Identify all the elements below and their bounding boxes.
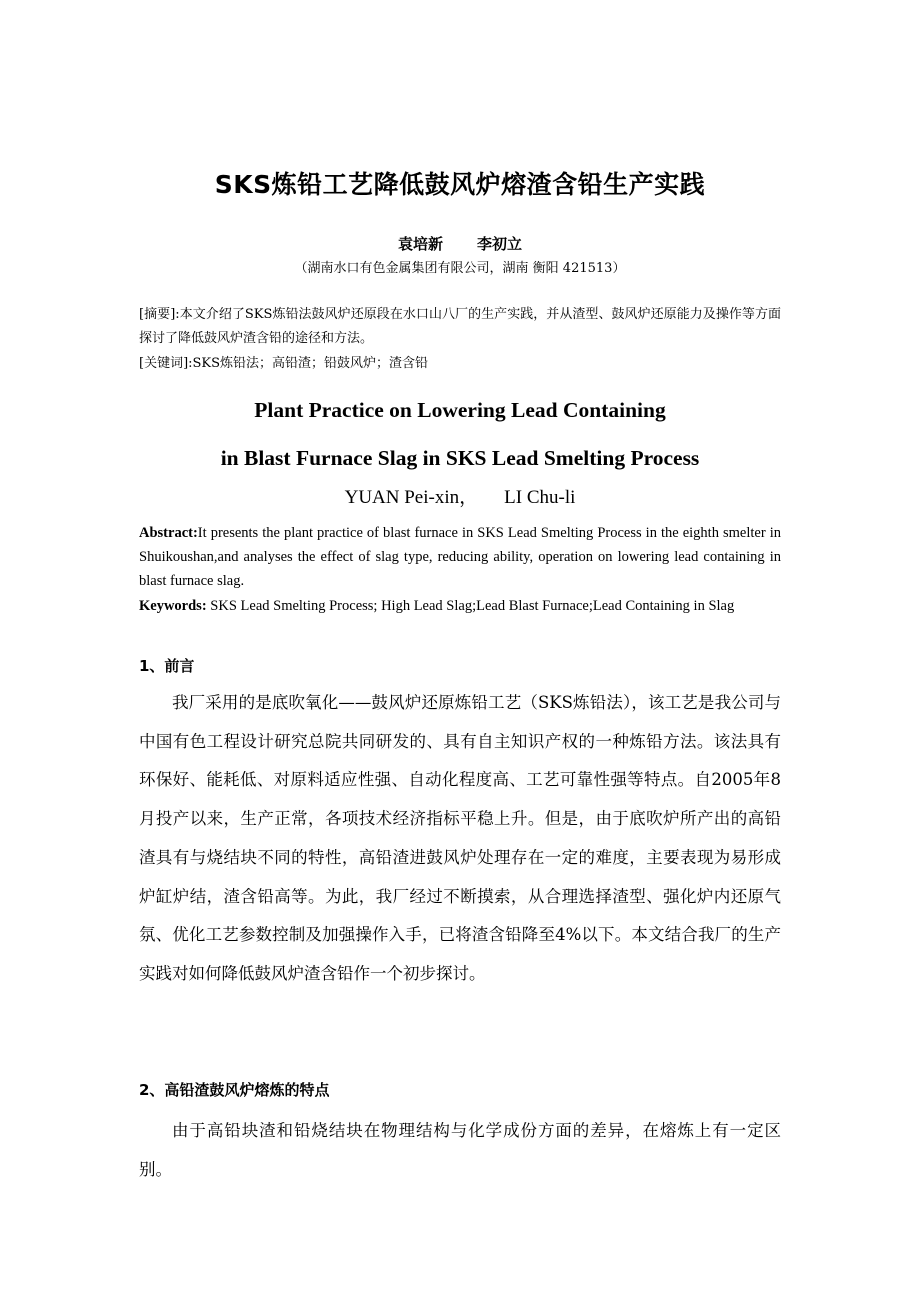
abstract-text: 本文介绍了SKS炼铅法鼓风炉还原段在水口山八厂的生产实践，并从渣型、鼓风炉还原能力及操作等方面探讨了降低鼓风炉渣含铅的途径和方法。: [139, 307, 781, 346]
authors-chinese: [139, 233, 781, 255]
keywords-label: Keywords:: [139, 598, 207, 614]
title-line: Plant Practice on Lowering Lead Containing: [254, 398, 666, 422]
paper-title-english: [139, 386, 781, 482]
abstract-label: [摘要]:: [139, 307, 180, 322]
keywords-chinese: [139, 352, 781, 376]
title-line: in Blast Furnace Slag in SKS Lead Smelting Process: [220, 446, 700, 470]
keywords-label: [关键词]:: [139, 356, 193, 371]
author-name: 李初立: [477, 235, 523, 253]
author-name: LI Chu-li: [504, 487, 576, 508]
body-paragraph: 由于高铅块渣和铅烧结块在物理结构与化学成份方面的差异，在熔炼上有一定区别。: [139, 1121, 781, 1179]
abstract-text: It presents the plant practice of blast furnace in SKS Lead Smelting Process in the eighth smelter in Shuikoushan,and analyses the effect of slag type, reducing ability, operation on lowering lead containing in blast furnace slag.: [139, 525, 781, 589]
paper-title-chinese: SKS炼铅工艺降低鼓风炉熔渣含铅生产实践: [214, 170, 706, 199]
abstract-label: Abstract:: [139, 525, 198, 541]
abstract-english: [139, 521, 781, 593]
author-name: 袁培新: [397, 235, 443, 253]
authors-english: [139, 484, 781, 512]
abstract-chinese: [139, 303, 781, 351]
keywords-text: SKS炼铅法；高铅渣；铅鼓风炉；渣含铅: [192, 356, 429, 371]
affiliation-chinese: （湖南水口有色金属集团有限公司，湖南 衡阳 421513）: [294, 261, 626, 276]
keywords-text: SKS Lead Smelting Process; High Lead Slag;Lead Blast Furnace;Lead Containing in Slag: [206, 598, 735, 614]
section-heading-introduction: 1、前言: [139, 657, 195, 675]
section-heading-characteristics: 2、高铅渣鼓风炉熔炼的特点: [139, 1081, 330, 1099]
keywords-english: [139, 594, 781, 618]
body-paragraph: 我厂采用的是底吹氧化——鼓风炉还原炼铅工艺（SKS炼铅法），该工艺是我公司与中国有色工程设计研究总院共同研发的、具有自主知识产权的一种炼铅方法。该法具有环保好、能耗低、对原料适应性强、自动化程度高、工艺可靠性强等特点。自2005年8月投产以来，生产正常，各项技术经济指标平稳上升。但是，由于底吹炉所产出的高铅渣具有与烧结块不同的特性，高铅渣进鼓风炉处理存在一定的难度，主要表现为易形成炉缸炉结，渣含铅高等。为此，我厂经过不断摸索，从合理选择渣型、强化炉内还原气氛、优化工艺参数控制及加强操作入手，已将渣含铅降至4%以下。本文结合我厂的生产实践对如何降低鼓风炉渣含铅作一个初步探讨。: [139, 693, 781, 983]
author-name: YUAN Pei-xin，: [344, 487, 479, 508]
